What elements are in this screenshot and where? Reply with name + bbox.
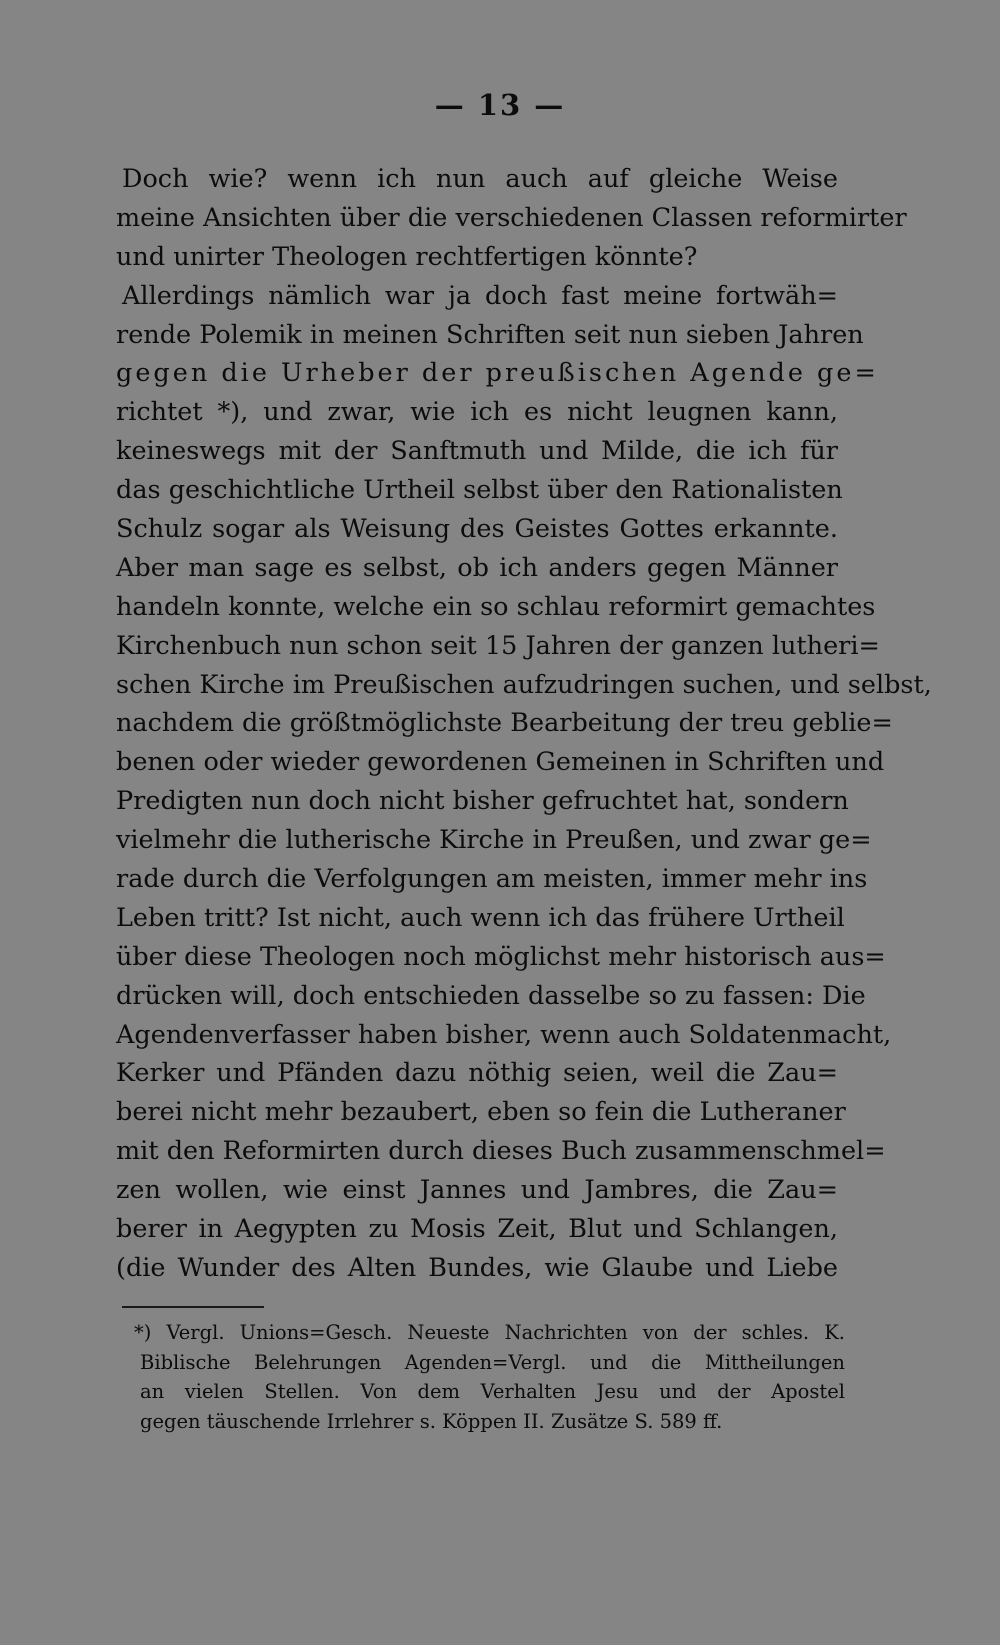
text-line: rade durch die Verfolgungen am meisten, immer mehr ins	[116, 864, 868, 895]
footnote-divider	[122, 1306, 264, 1308]
text-line: rende Polemik in meinen Schriften seit nun sieben Jahren	[116, 319, 864, 350]
text-line: drücken will, doch entschieden dasselbe so zu fassen: Die	[116, 980, 866, 1011]
text-line: berer in Aegypten zu Mosis Zeit, Blut und Schlangen,	[116, 1214, 838, 1245]
footnote-line: Biblische Belehrungen Agenden=Vergl. und die Mittheilungen	[140, 1350, 845, 1374]
text-line: benen oder wieder gewordenen Gemeinen in Schriften und	[116, 747, 885, 778]
text-line: gegen die Urheber der preußischen Agende ge=	[116, 358, 879, 389]
text-line: Kerker und Pfänden dazu nöthig seien, weil die Zau=	[116, 1058, 838, 1089]
footnote-line: an vielen Stellen. Von dem Verhalten Jesu und der Apostel	[140, 1380, 845, 1403]
text-line: richtet *), und zwar, wie ich es nicht leugnen kann,	[116, 397, 838, 428]
text-line: vielmehr die lutherische Kirche in Preußen, und zwar ge=	[116, 825, 872, 856]
text-line: nachdem die größtmöglichste Bearbeitung der treu geblie=	[116, 708, 893, 739]
text-line: Aber man sage es selbst, ob ich anders gegen Männer	[116, 552, 838, 583]
text-line: und unirter Theologen rechtfertigen könnte?	[116, 241, 698, 272]
text-line: (die Wunder des Alten Bundes, wie Glaube und Liebe	[116, 1252, 838, 1283]
text-line: Agendenverfasser haben bisher, wenn auch Soldatenmacht,	[116, 1019, 892, 1050]
footnote	[134, 1318, 845, 1436]
text-line: das geschichtliche Urtheil selbst über den Rationalisten	[116, 475, 843, 506]
text-line: schen Kirche im Preußischen aufzudringen suchen, und selbst,	[116, 669, 932, 700]
text-line: handeln konnte, welche ein so schlau reformirt gemachtes	[116, 591, 876, 622]
text-line: berei nicht mehr bezaubert, eben so fein die Lutheraner	[116, 1097, 846, 1128]
text-line: Predigten nun doch nicht bisher gefruchtet hat, sondern	[116, 786, 849, 817]
text-line: Kirchenbuch nun schon seit 15 Jahren der ganzen lutheri=	[116, 630, 880, 661]
footnote-line: *) Vergl. Unions=Gesch. Neueste Nachrichten von der schles. K.	[134, 1321, 845, 1344]
text-line: Leben tritt? Ist nicht, auch wenn ich das frühere Urtheil	[116, 902, 845, 933]
text-line: keineswegs mit der Sanftmuth und Milde, die ich für	[116, 436, 838, 467]
footnote-line: gegen täuschende Irrlehrer s. Köppen II. Zusätze S. 589 ff.	[140, 1409, 723, 1433]
text-line: zen wollen, wie einst Jannes und Jambres, die Zau=	[116, 1175, 838, 1206]
text-line: mit den Reformirten durch dieses Buch zusammenschmel=	[116, 1136, 886, 1167]
body-text	[116, 160, 932, 1288]
text-line: Doch wie? wenn ich nun auch auf gleiche Weise	[122, 164, 838, 194]
text-line: Schulz sogar als Weisung des Geistes Gottes erkannte.	[116, 514, 838, 545]
page-number: — 13 —	[434, 88, 566, 122]
text-line: über diese Theologen noch möglichst mehr historisch aus=	[116, 941, 886, 972]
text-line: meine Ansichten über die verschiedenen Classen reformirter	[116, 202, 907, 233]
text-line: Allerdings nämlich war ja doch fast meine fortwäh=	[122, 280, 838, 311]
